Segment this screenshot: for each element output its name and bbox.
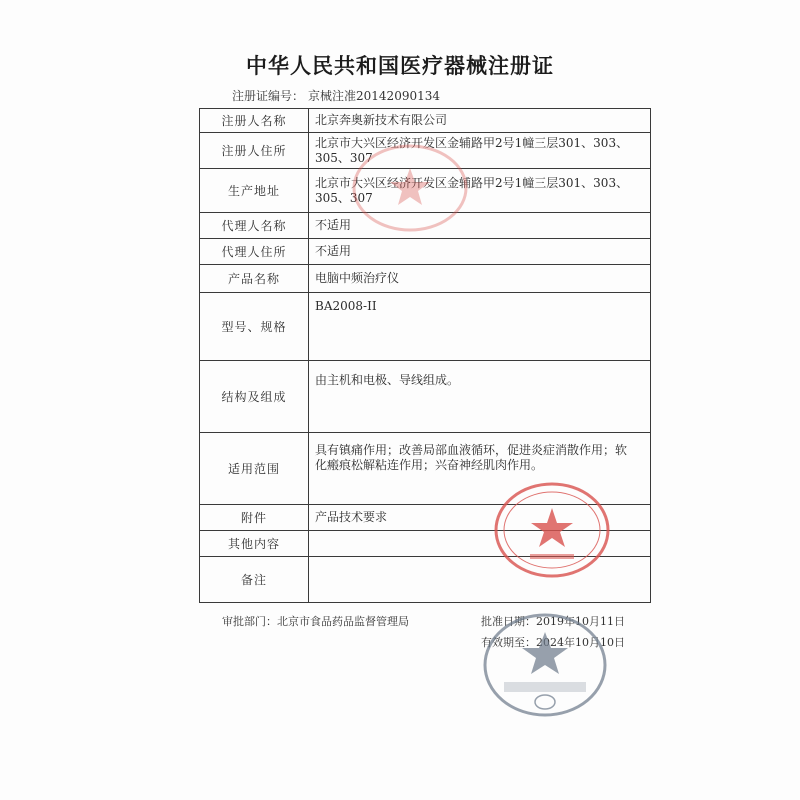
approval-date-label: 批准日期： <box>481 615 536 628</box>
row-key: 附件 <box>200 505 309 531</box>
row-key: 代理人名称 <box>200 213 309 239</box>
approval-date-value: 2019年10月11日 <box>536 615 625 628</box>
validity-date-value: 2024年10月10日 <box>536 636 625 649</box>
row-key: 备注 <box>200 557 309 603</box>
approval-department-value: 北京市食品药品监督管理局 <box>277 615 409 628</box>
registration-number <box>232 87 440 104</box>
table-row <box>200 265 651 293</box>
row-value: BA2008-II <box>309 293 651 361</box>
approval-department-label: 审批部门： <box>222 615 277 628</box>
row-key: 结构及组成 <box>200 361 309 433</box>
validity-date-label: 有效期至： <box>481 636 536 649</box>
table-row <box>200 239 651 265</box>
table-row <box>200 109 651 133</box>
row-key: 产品名称 <box>200 265 309 293</box>
row-key: 生产地址 <box>200 169 309 213</box>
row-value: 不适用 <box>309 239 651 265</box>
row-key: 其他内容 <box>200 531 309 557</box>
row-key: 适用范围 <box>200 433 309 505</box>
row-value: 具有镇痛作用；改善局部血液循环，促进炎症消散作用；软化瘢痕松解粘连作用；兴奋神经肌肉作用。 <box>309 433 651 505</box>
seal-graphic <box>492 480 612 580</box>
company-seal <box>492 480 612 580</box>
table-row <box>200 293 651 361</box>
row-value: 北京奔奥新技术有限公司 <box>309 109 651 133</box>
row-value: 北京市大兴区经济开发区金辅路甲2号1幢三层301、303、305、307 <box>309 133 651 169</box>
row-key: 注册人住所 <box>200 133 309 169</box>
company-seal-faded <box>350 142 470 234</box>
seal-graphic <box>480 610 610 720</box>
row-value: 不适用 <box>309 213 651 239</box>
authority-seal <box>480 610 610 720</box>
row-value: 产品技术要求 <box>309 505 651 531</box>
row-value: 电脑中频治疗仪 <box>309 265 651 293</box>
approval-department <box>222 613 409 629</box>
row-key: 型号、规格 <box>200 293 309 361</box>
registration-number-label: 注册证编号： <box>232 89 305 103</box>
row-value: 由主机和电极、导线组成。 <box>309 361 651 433</box>
document-title: 中华人民共和国医疗器械注册证 <box>246 54 554 78</box>
table-row <box>200 361 651 433</box>
row-value: 北京市大兴区经济开发区金辅路甲2号1幢三层301、303、305、307 <box>309 169 651 213</box>
row-key: 注册人名称 <box>200 109 309 133</box>
row-key: 代理人住所 <box>200 239 309 265</box>
registration-number-value: 京械注准20142090134 <box>308 89 440 103</box>
seal-graphic <box>350 142 470 234</box>
